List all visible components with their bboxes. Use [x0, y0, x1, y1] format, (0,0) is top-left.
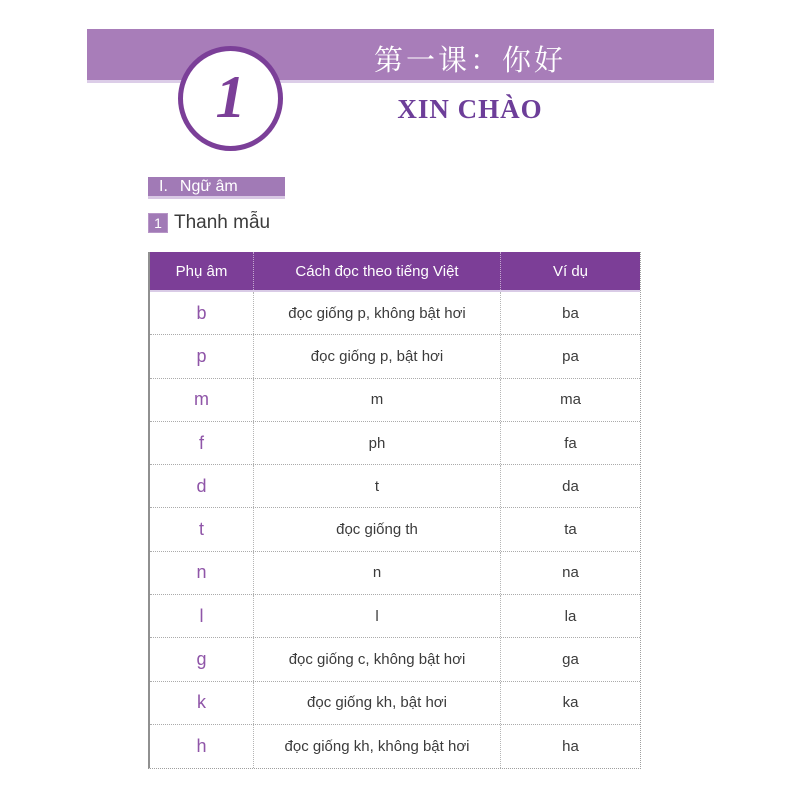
table-body	[150, 292, 640, 768]
cell-reading: n	[254, 552, 501, 594]
chapter-number: 1	[215, 63, 246, 130]
column-header-example: Ví dụ	[552, 262, 589, 280]
cell-initial: t	[150, 508, 254, 550]
cell-initial: d	[150, 465, 254, 507]
table-header-row	[150, 252, 640, 292]
section-numeral: I.	[159, 178, 168, 195]
cell-initial: g	[150, 638, 254, 680]
cell-reading: đọc giống p, không bật hơi	[254, 292, 501, 334]
cell-initial: k	[150, 682, 254, 724]
cell-initial: l	[150, 595, 254, 637]
cell-initial: n	[150, 552, 254, 594]
cell-example: ga	[562, 651, 579, 669]
cell-reading: l	[254, 595, 501, 637]
table-row	[150, 682, 640, 725]
table-row	[150, 725, 640, 768]
table-row	[150, 379, 640, 422]
cell-example: ha	[562, 738, 579, 756]
column-header-reading: Cách đọc theo tiếng Việt	[254, 252, 501, 290]
cell-example: ta	[564, 521, 577, 539]
table-row	[150, 595, 640, 638]
cell-example: ma	[560, 391, 581, 409]
cell-initial: b	[150, 292, 254, 334]
lesson-title-chinese: 第一课：你好	[373, 45, 566, 77]
cell-example: da	[562, 477, 579, 495]
cell-reading: t	[254, 465, 501, 507]
cell-example: na	[562, 564, 579, 582]
section-heading	[148, 177, 285, 199]
table-row	[150, 638, 640, 681]
cell-reading: m	[254, 379, 501, 421]
table-row	[150, 552, 640, 595]
cell-reading: đọc giống th	[254, 508, 501, 550]
cell-example: ka	[562, 694, 579, 712]
cell-reading: đọc giống kh, không bật hơi	[254, 725, 501, 768]
table-row	[150, 335, 640, 378]
cell-example: pa	[562, 347, 579, 365]
table-row	[150, 292, 640, 335]
lesson-title-vietnamese: XIN CHÀO	[397, 94, 543, 124]
cell-example: fa	[564, 434, 577, 452]
cell-initial: m	[150, 379, 254, 421]
cell-reading: đọc giống kh, bật hơi	[254, 682, 501, 724]
table-row	[150, 508, 640, 551]
cell-reading: ph	[254, 422, 501, 464]
cell-initial: h	[150, 725, 254, 768]
subsection-number-badge: 1	[148, 213, 168, 233]
cell-initial: p	[150, 335, 254, 377]
subsection-label: Thanh mẫu	[174, 212, 271, 233]
section-label: Ngữ âm	[179, 178, 238, 195]
cell-reading: đọc giống c, không bật hơi	[254, 638, 501, 680]
cell-example: la	[564, 607, 577, 625]
table-row	[150, 422, 640, 465]
initials-table	[148, 252, 641, 769]
cell-example: ba	[562, 304, 579, 322]
cell-reading: đọc giống p, bật hơi	[254, 335, 501, 377]
table-row	[150, 465, 640, 508]
subsection-heading	[148, 212, 270, 234]
cell-initial: f	[150, 422, 254, 464]
chapter-number-badge	[178, 46, 283, 151]
column-header-initial: Phụ âm	[150, 252, 254, 290]
